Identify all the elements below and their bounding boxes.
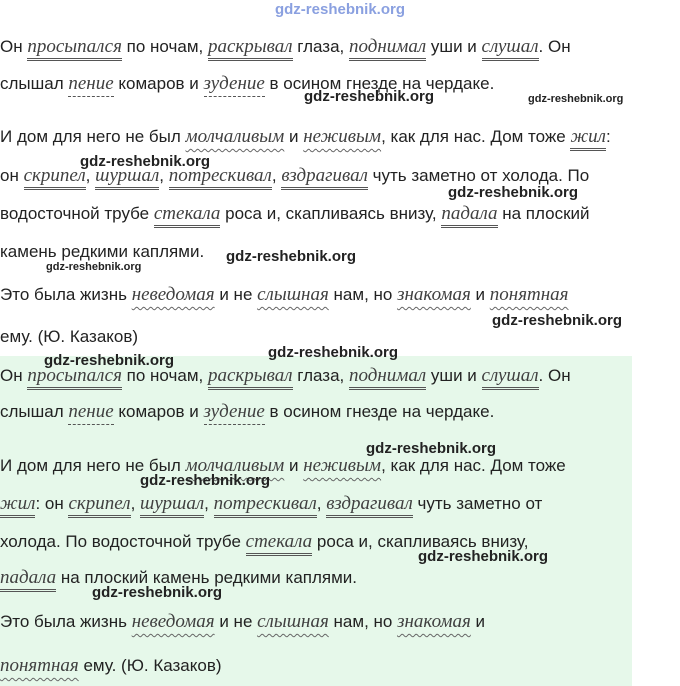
predicate-word: слушал <box>482 365 539 390</box>
predicate-word: вздрагивал <box>281 165 368 190</box>
watermark: gdz-reshebnik.org <box>44 352 175 369</box>
object-word: зудение <box>204 73 265 97</box>
modifier-word: неживым <box>303 126 382 147</box>
b1-line-4: он скрипел, шуршал, потрескивал, вздрагивал чуть заметно от холода. По <box>0 166 589 186</box>
predicate-word: потрескивал <box>169 165 272 190</box>
modifier-word: молчаливым <box>185 126 285 147</box>
watermark: gdz-reshebnik.org <box>366 440 497 457</box>
modifier-word: неведомая <box>131 284 215 305</box>
predicate-word: стекала <box>246 531 313 556</box>
predicate-word: стекала <box>154 203 221 228</box>
b2-line-6: падала на плоский камень редкими каплями. <box>0 568 357 588</box>
object-word: зудение <box>204 401 265 425</box>
predicate-word: вздрагивал <box>326 493 413 518</box>
b1-line-6: камень редкими каплями. <box>0 242 205 261</box>
object-word: пение <box>68 73 113 97</box>
predicate-word: скрипел <box>24 165 86 190</box>
predicate-word: падала <box>0 567 56 592</box>
b1-line-7: Это была жизнь неведомая и не слышная нам, но знакомая и понятная <box>0 284 569 305</box>
watermark: gdz-reshebnik.org <box>92 584 223 601</box>
predicate-word: раскрывал <box>208 365 293 390</box>
watermark: gdz-reshebnik.org <box>448 184 579 201</box>
predicate-word: поднимал <box>349 36 426 61</box>
modifier-word: неведомая <box>131 611 215 632</box>
predicate-word: раскрывал <box>208 36 293 61</box>
b2-line-4: жил: он скрипел, шуршал, потрескивал, вздрагивал чуть заметно от <box>0 494 542 514</box>
watermark: gdz-reshebnik.org <box>226 248 357 265</box>
watermark: gdz-reshebnik.org <box>268 344 399 361</box>
predicate-word: просыпался <box>27 36 122 61</box>
modifier-word: знакомая <box>397 284 471 305</box>
modifier-word: понятная <box>0 655 79 676</box>
predicate-word: шуршал <box>95 165 159 190</box>
predicate-word: слушал <box>482 36 539 61</box>
b1-line-8: ему. (Ю. Казаков) <box>0 327 139 346</box>
object-word: пение <box>68 401 113 425</box>
site-header[interactable]: gdz-reshebnik.org <box>274 1 405 18</box>
watermark: gdz-reshebnik.org <box>46 261 142 273</box>
predicate-word: просыпался <box>27 365 122 390</box>
predicate-word: потрескивал <box>214 493 317 518</box>
predicate-word: жил <box>0 493 35 518</box>
modifier-word: слышная <box>257 284 329 305</box>
modifier-word: знакомая <box>397 611 471 632</box>
modifier-word: понятная <box>489 284 569 305</box>
watermark: gdz-reshebnik.org <box>140 472 271 489</box>
watermark: gdz-reshebnik.org <box>528 93 624 105</box>
modifier-word: молчаливым <box>185 455 285 476</box>
b2-line-3: И дом для него не был молчаливым и неживым, как для нас. Дом тоже <box>0 455 566 476</box>
predicate-word: шуршал <box>140 493 204 518</box>
modifier-word: слышная <box>257 611 329 632</box>
b2-line-2: слышал пение комаров и зудение в осином гнезде на чердаке. <box>0 402 494 422</box>
b2-line-8: понятная ему. (Ю. Казаков) <box>0 655 222 676</box>
predicate-word: жил <box>570 126 605 151</box>
b2-line-7: Это была жизнь неведомая и не слышная нам, но знакомая и <box>0 611 486 632</box>
watermark: gdz-reshebnik.org <box>492 312 623 329</box>
b2-line-5: холода. По водосточной трубе стекала роса и, скапливаясь внизу, <box>0 532 528 552</box>
b1-line-3: И дом для него не был молчаливым и неживым, как для нас. Дом тоже жил: <box>0 127 611 147</box>
predicate-word: поднимал <box>349 365 426 390</box>
predicate-word: падала <box>441 203 497 228</box>
predicate-word: скрипел <box>68 493 130 518</box>
b1-line-1: Он просыпался по ночам, раскрывал глаза, поднимал уши и слушал. Он <box>0 37 571 57</box>
b1-line-2: слышал пение комаров и зудение в осином гнезде на чердаке. <box>0 74 494 94</box>
modifier-word: неживым <box>303 455 382 476</box>
watermark: gdz-reshebnik.org <box>304 88 435 105</box>
watermark: gdz-reshebnik.org <box>80 153 211 170</box>
b2-line-1: Он просыпался по ночам, раскрывал глаза, поднимал уши и слушал. Он <box>0 366 571 386</box>
watermark: gdz-reshebnik.org <box>418 548 549 565</box>
b1-line-5: водосточной трубе стекала роса и, скапливаясь внизу, падала на плоский <box>0 204 590 224</box>
